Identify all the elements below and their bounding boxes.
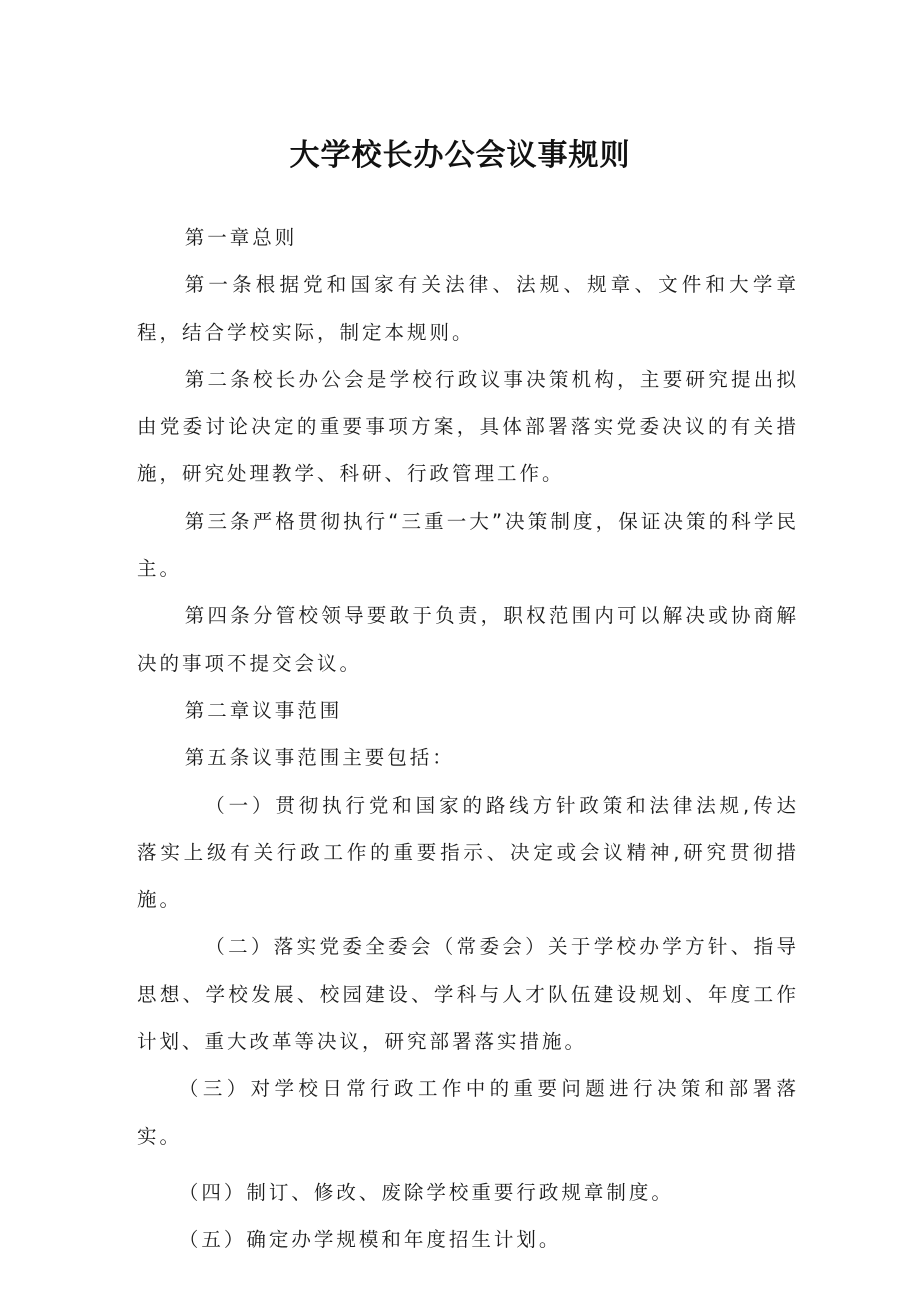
scope-item-4: （四）制订、修改、废除学校重要行政规章制度。 <box>178 1180 674 1204</box>
scope-item-3: （三）对学校日常行政工作中的重要问题进行决策和部署落实。 <box>137 1077 799 1148</box>
document-title: 大学校长办公会议事规则 <box>289 138 631 173</box>
article-1: 第一条根据党和国家有关法律、法规、规章、文件和大学章程，结合学校实际，制定本规则。 <box>137 273 799 344</box>
scope-item-2: （二）落实党委全委会（常委会）关于学校办学方针、指导思想、学校发展、校园建设、学科与人才队伍建设规划、年度工作计划、重大改革等决议，研究部署落实措施。 <box>137 935 799 1054</box>
document-body <box>137 214 799 1264</box>
article-4: 第四条分管校领导要敢于负责，职权范围内可以解决或协商解决的事项不提交会议。 <box>137 604 799 675</box>
article-3: 第三条严格贯彻执行“三重一大”决策制度，保证决策的科学民主。 <box>137 509 799 581</box>
chapter-heading-general: 第一章总则 <box>184 226 298 249</box>
article-5: 第五条议事范围主要包括： <box>184 746 455 770</box>
scope-item-5: （五）确定办学规模和年度招生计划。 <box>178 1228 562 1252</box>
chapter-heading-scope: 第二章议事范围 <box>184 698 343 722</box>
article-2: 第二条校长办公会是学校行政议事决策机构，主要研究提出拟由党委讨论决定的重要事项方案，具体部署落实党委决议的有关措施，研究处理教学、科研、行政管理工作。 <box>137 367 799 486</box>
scope-item-1: （一）贯彻执行党和国家的路线方针政策和法律法规,传达落实上级有关行政工作的重要指示、决定或会议精神,研究贯彻措施。 <box>137 793 799 912</box>
